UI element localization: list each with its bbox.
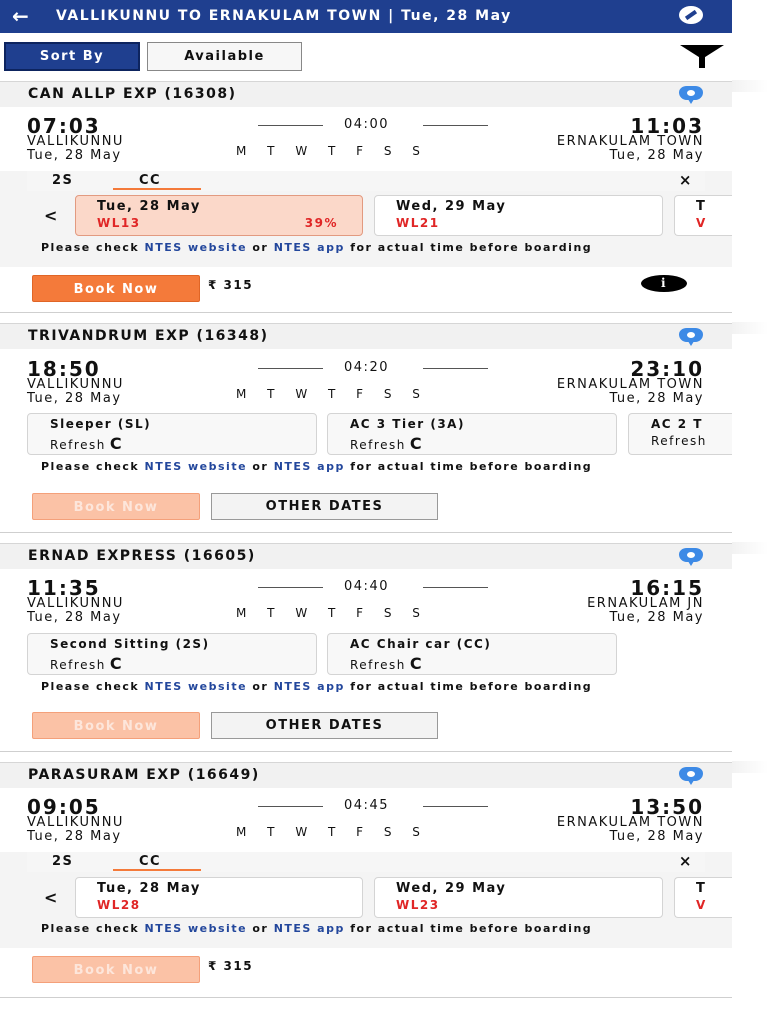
refresh-icon: C — [409, 434, 424, 453]
date-card[interactable] — [374, 195, 663, 236]
train-header — [0, 81, 732, 107]
location-pin-icon[interactable] — [679, 548, 703, 562]
train-header — [0, 543, 732, 569]
train-header — [0, 762, 732, 788]
to-station: ERNAKULAM TOWN — [556, 815, 704, 830]
class-tabs — [27, 171, 705, 191]
refresh-icon: C — [109, 654, 124, 673]
location-pin-icon[interactable] — [679, 86, 703, 100]
ntes-website-link[interactable]: NTES website — [144, 680, 248, 693]
ntes-website-link[interactable]: NTES website — [144, 241, 248, 254]
departure-date: Tue, 28 May — [27, 391, 122, 406]
active-tab-indicator — [113, 188, 201, 190]
class-tabs — [27, 852, 705, 872]
waitlist-status: WL21 — [396, 216, 440, 230]
waitlist-status: WL13 — [97, 216, 141, 230]
date-label: Tue, 28 May — [97, 881, 201, 896]
running-days: M T W T F S S — [236, 825, 426, 839]
ntes-website-link[interactable]: NTES website — [144, 922, 248, 935]
to-station: ERNAKULAM TOWN — [556, 377, 704, 392]
info-icon[interactable]: i — [641, 275, 687, 292]
running-days: M T W T F S S — [236, 387, 426, 401]
date-card[interactable] — [75, 877, 363, 918]
duration: 04:45 — [245, 798, 488, 813]
filter-icon[interactable] — [680, 45, 724, 59]
ntes-note: Please check NTES website or NTES app for actual time before boarding — [41, 922, 593, 935]
train-card[interactable] — [0, 81, 732, 313]
tab-cc[interactable]: CC — [139, 854, 162, 869]
duration: 04:40 — [245, 579, 488, 594]
shadow — [732, 761, 768, 773]
to-station: ERNAKULAM TOWN — [556, 134, 704, 149]
chevron-left-icon[interactable]: < — [44, 206, 59, 225]
arrival-date: Tue, 28 May — [609, 391, 704, 406]
book-now-button[interactable]: Book Now — [32, 275, 200, 302]
arrival-time: 11:03 — [630, 114, 704, 138]
train-name: PARASURAM EXP (16649) — [28, 767, 260, 783]
class-name: Sleeper (SL) — [50, 417, 152, 431]
available-button[interactable]: Available — [147, 42, 302, 71]
back-arrow-icon[interactable]: ← — [12, 4, 31, 28]
class-name: AC 3 Tier (3A) — [350, 417, 465, 431]
refresh-button[interactable]: Refresh C — [350, 434, 424, 453]
shadow — [732, 542, 768, 554]
fare: ₹ 315 — [208, 278, 254, 292]
date-card-selected[interactable] — [75, 195, 363, 236]
date-label: Wed, 29 May — [396, 199, 507, 214]
train-name: CAN ALLP EXP (16308) — [28, 86, 237, 102]
refresh-button[interactable]: Refresh C — [350, 654, 424, 673]
ntes-app-link[interactable]: NTES app — [273, 922, 345, 935]
class-name: Second Sitting (2S) — [50, 637, 210, 651]
sort-by-button[interactable]: Sort By — [4, 42, 140, 71]
class-name: AC Chair car (CC) — [350, 637, 492, 651]
book-now-button[interactable]: Book Now — [32, 712, 200, 739]
from-station: VALLIKUNNU — [27, 815, 124, 830]
availability-panel — [0, 852, 732, 948]
date-card-partial[interactable]: T V — [674, 195, 732, 236]
from-station: VALLIKUNNU — [27, 596, 124, 611]
to-station: ERNAKULAM JN — [587, 596, 704, 611]
departure-time: 07:03 — [27, 114, 101, 138]
tab-2s[interactable]: 2S — [52, 854, 74, 869]
shadow — [732, 80, 768, 92]
train-name: TRIVANDRUM EXP (16348) — [28, 328, 269, 344]
ntes-website-link[interactable]: NTES website — [144, 460, 248, 473]
running-days: M T W T F S S — [236, 144, 426, 158]
refresh-button[interactable]: Refresh C — [50, 434, 124, 453]
book-now-button[interactable]: Book Now — [32, 956, 200, 983]
class-card-partial[interactable]: AC 2 T Refresh — [628, 413, 732, 455]
departure-time: 18:50 — [27, 357, 101, 381]
refresh-button[interactable]: Refresh C — [50, 654, 124, 673]
ntes-app-link[interactable]: NTES app — [273, 680, 345, 693]
date-label: Wed, 29 May — [396, 881, 507, 896]
fare: ₹ 315 — [208, 959, 254, 973]
route-title: VALLIKUNNU TO ERNAKULAM TOWN | Tue, 28 May — [56, 8, 512, 24]
arrival-time: 13:50 — [630, 795, 704, 819]
waitlist-status: WL28 — [97, 898, 141, 912]
from-station: VALLIKUNNU — [27, 377, 124, 392]
train-card[interactable] — [0, 762, 732, 998]
top-bar — [0, 0, 732, 33]
confirm-chance: 39% — [304, 216, 338, 230]
class-name: AC 2 T — [651, 417, 703, 431]
train-card[interactable] — [0, 323, 732, 533]
class-card[interactable] — [327, 633, 617, 675]
book-now-button[interactable]: Book Now — [32, 493, 200, 520]
departure-date: Tue, 28 May — [27, 829, 122, 844]
ntes-note: Please check NTES website or NTES app for actual time before boarding — [41, 460, 593, 473]
departure-time: 11:35 — [27, 576, 101, 600]
tab-cc[interactable]: CC — [139, 173, 162, 188]
date-card-partial[interactable]: T V — [674, 877, 732, 918]
ntes-note: Please check NTES website or NTES app for actual time before boarding — [41, 241, 593, 254]
class-card[interactable] — [27, 633, 317, 675]
duration: 04:20 — [245, 360, 488, 375]
train-header — [0, 323, 732, 349]
shadow — [732, 322, 768, 334]
arrival-date: Tue, 28 May — [609, 148, 704, 163]
waitlist-status: WL23 — [396, 898, 440, 912]
date-label: Tue, 28 May — [97, 199, 201, 214]
arrival-date: Tue, 28 May — [609, 610, 704, 625]
arrival-time: 23:10 — [630, 357, 704, 381]
duration: 04:00 — [245, 117, 488, 132]
sort-bar — [0, 33, 732, 81]
running-days: M T W T F S S — [236, 606, 426, 620]
other-dates-button[interactable]: OTHER DATES — [211, 712, 438, 739]
availability-panel — [0, 171, 732, 267]
chevron-left-icon[interactable]: < — [44, 888, 59, 907]
class-card[interactable] — [327, 413, 617, 455]
close-icon[interactable]: × — [678, 852, 693, 870]
ntes-app-link[interactable]: NTES app — [273, 241, 345, 254]
arrival-time: 16:15 — [630, 576, 704, 600]
departure-date: Tue, 28 May — [27, 148, 122, 163]
location-pin-icon[interactable] — [679, 767, 703, 781]
location-pin-icon[interactable] — [679, 328, 703, 342]
refresh-icon: C — [409, 654, 424, 673]
other-dates-button[interactable]: OTHER DATES — [211, 493, 438, 520]
pencil-icon[interactable] — [679, 6, 703, 24]
departure-time: 09:05 — [27, 795, 101, 819]
date-card[interactable] — [374, 877, 663, 918]
tab-2s[interactable]: 2S — [52, 173, 74, 188]
arrival-date: Tue, 28 May — [609, 829, 704, 844]
departure-date: Tue, 28 May — [27, 610, 122, 625]
train-card[interactable] — [0, 543, 732, 752]
ntes-note: Please check NTES website or NTES app for actual time before boarding — [41, 680, 593, 693]
close-icon[interactable]: × — [678, 171, 693, 189]
train-name: ERNAD EXPRESS (16605) — [28, 548, 256, 564]
refresh-icon: C — [109, 434, 124, 453]
ntes-app-link[interactable]: NTES app — [273, 460, 345, 473]
from-station: VALLIKUNNU — [27, 134, 124, 149]
active-tab-indicator — [113, 869, 201, 871]
class-card[interactable] — [27, 413, 317, 455]
